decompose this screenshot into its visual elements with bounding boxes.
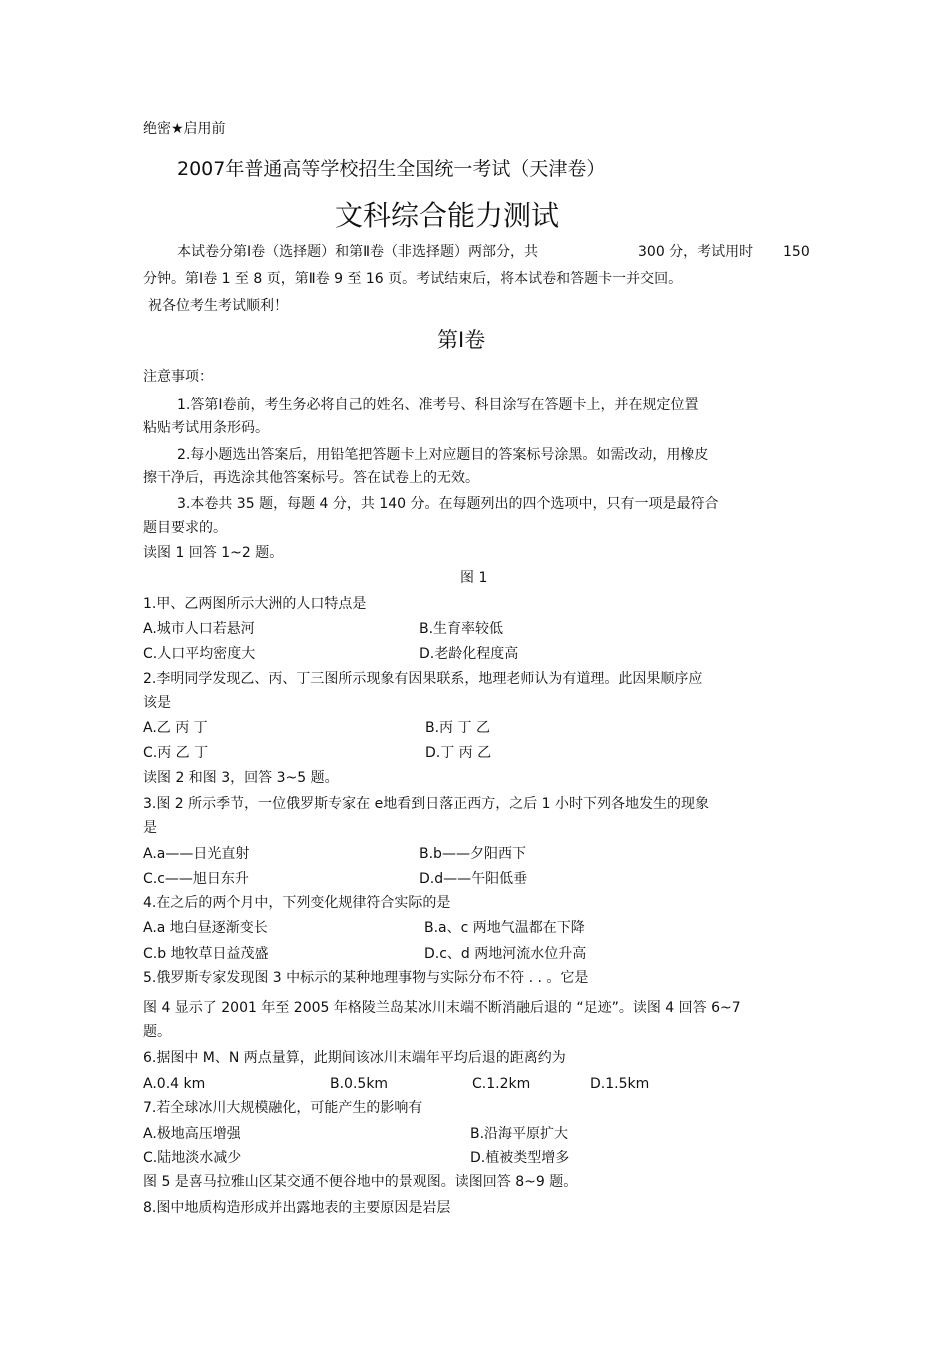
q7-option-d: D.植被类型增多: [470, 1150, 570, 1166]
q1-option-c: C.人口平均密度大: [143, 646, 256, 662]
lead-1: 读图 1 回答 1~2 题。: [143, 545, 284, 561]
intro-line-2: 分钟。第Ⅰ卷 1 至 8 页，第Ⅱ卷 9 至 16 页。考试结束后，将本试卷和答题卡一并交回。: [143, 271, 683, 287]
q4-stem: 4.在之后的两个月中，下列变化规律符合实际的是: [143, 895, 451, 911]
lead-4: 图 5 是喜马拉雅山区某交通不便谷地中的景观图。读图回答 8~9 题。: [143, 1174, 578, 1190]
note-2b: 擦干净后，再选涂其他答案标号。答在试卷上的无效。: [143, 470, 479, 486]
q3-option-c: C.c——旭日东升: [143, 871, 249, 887]
note-2a: 2.每小题选出答案后，用铅笔把答题卡上对应题目的答案标号涂黑。如需改动，用橡皮: [177, 447, 709, 463]
q1-option-d: D.老龄化程度高: [419, 646, 519, 662]
lead-2: 读图 2 和图 3，回答 3~5 题。: [143, 770, 339, 786]
q3-option-b: B.b——夕阳西下: [419, 846, 526, 862]
q6-stem: 6.据图中 M、N 两点量算，此期间该冰川末端年平均后退的距离约为: [143, 1050, 566, 1066]
q4-option-a: A.a 地白昼逐渐变长: [143, 920, 268, 936]
note-3b: 题目要求的。: [143, 520, 227, 536]
paper-title: 文科综合能力测试: [335, 199, 560, 232]
q2-stem-a: 2.李明同学发现乙、丙、丁三图所示现象有因果联系，地理老师认为有道理。此因果顺序应: [143, 671, 703, 687]
q6-option-d: D.1.5km: [590, 1076, 650, 1092]
q7-option-a: A.极地高压增强: [143, 1126, 241, 1142]
q1-stem: 1.甲、乙两图所示大洲的人口特点是: [143, 596, 367, 612]
q2-option-b: B.丙 丁 乙: [425, 720, 490, 736]
q3-stem-a: 3.图 2 所示季节，一位俄罗斯专家在 e地看到日落正西方，之后 1 小时下列各地发生的现象: [143, 796, 710, 812]
q6-option-c: C.1.2km: [472, 1076, 531, 1092]
lead-3b: 题。: [143, 1024, 171, 1040]
part-title: 第Ⅰ卷: [437, 328, 486, 352]
exam-title: 2007年普通高等学校招生全国统一考试（天津卷）: [177, 158, 606, 180]
q5-stem: 5.俄罗斯专家发现图 3 中标示的某种地理事物与实际分布不符 . . 。它是: [143, 970, 589, 986]
q2-option-a: A.乙 丙 丁: [143, 720, 208, 736]
q1-option-a: A.城市人口若悬河: [143, 621, 255, 637]
q4-option-c: C.b 地牧草日益茂盛: [143, 946, 269, 962]
note-1b: 粘贴考试用条形码。: [143, 420, 269, 436]
notes-heading: 注意事项：: [143, 369, 213, 385]
q1-option-b: B.生育率较低: [419, 621, 504, 637]
note-3a: 3.本卷共 35 题，每题 4 分，共 140 分。在每题列出的四个选项中，只有一项是最符合: [177, 496, 719, 512]
q4-option-d: D.c、d 两地河流水位升高: [424, 946, 587, 962]
q6-option-b: B.0.5km: [330, 1076, 389, 1092]
q6-option-a: A.0.4 km: [143, 1076, 206, 1092]
q7-stem: 7.若全球冰川大规模融化，可能产生的影响有: [143, 1100, 423, 1116]
q4-option-b: B.a、c 两地气温都在下降: [424, 920, 585, 936]
q7-option-c: C.陆地淡水减少: [143, 1150, 242, 1166]
q2-option-c: C.丙 乙 丁: [143, 745, 209, 761]
q2-option-d: D.丁 丙 乙: [425, 745, 492, 761]
q2-stem-b: 该是: [143, 695, 171, 711]
lead-3a: 图 4 显示了 2001 年至 2005 年格陵兰岛某冰川末端不断消融后退的 “足迹”。读图 4 回答 6~7: [143, 1000, 741, 1016]
q8-stem: 8.图中地质构造形成并出露地表的主要原因是岩层: [143, 1200, 451, 1216]
q3-option-d: D.d——午阳低垂: [419, 871, 528, 887]
secret-label: 绝密★启用前: [143, 121, 226, 137]
intro-line-1c: 150: [783, 244, 810, 260]
note-1a: 1.答第Ⅰ卷前，考生务必将自己的姓名、准考号、科目涂写在答题卡上，并在规定位置: [177, 397, 699, 413]
q7-option-b: B.沿海平原扩大: [470, 1126, 569, 1142]
q3-stem-b: 是: [143, 820, 157, 836]
intro-line-1a: 本试卷分第Ⅰ卷（选择题）和第Ⅱ卷（非选择题）两部分，共: [177, 244, 539, 260]
intro-line-1b: 300 分，考试用时: [638, 244, 754, 260]
figure-1-caption: 图 1: [460, 570, 488, 586]
intro-line-3: 祝各位考生考试顺利！: [148, 298, 288, 314]
q3-option-a: A.a——日光直射: [143, 846, 250, 862]
